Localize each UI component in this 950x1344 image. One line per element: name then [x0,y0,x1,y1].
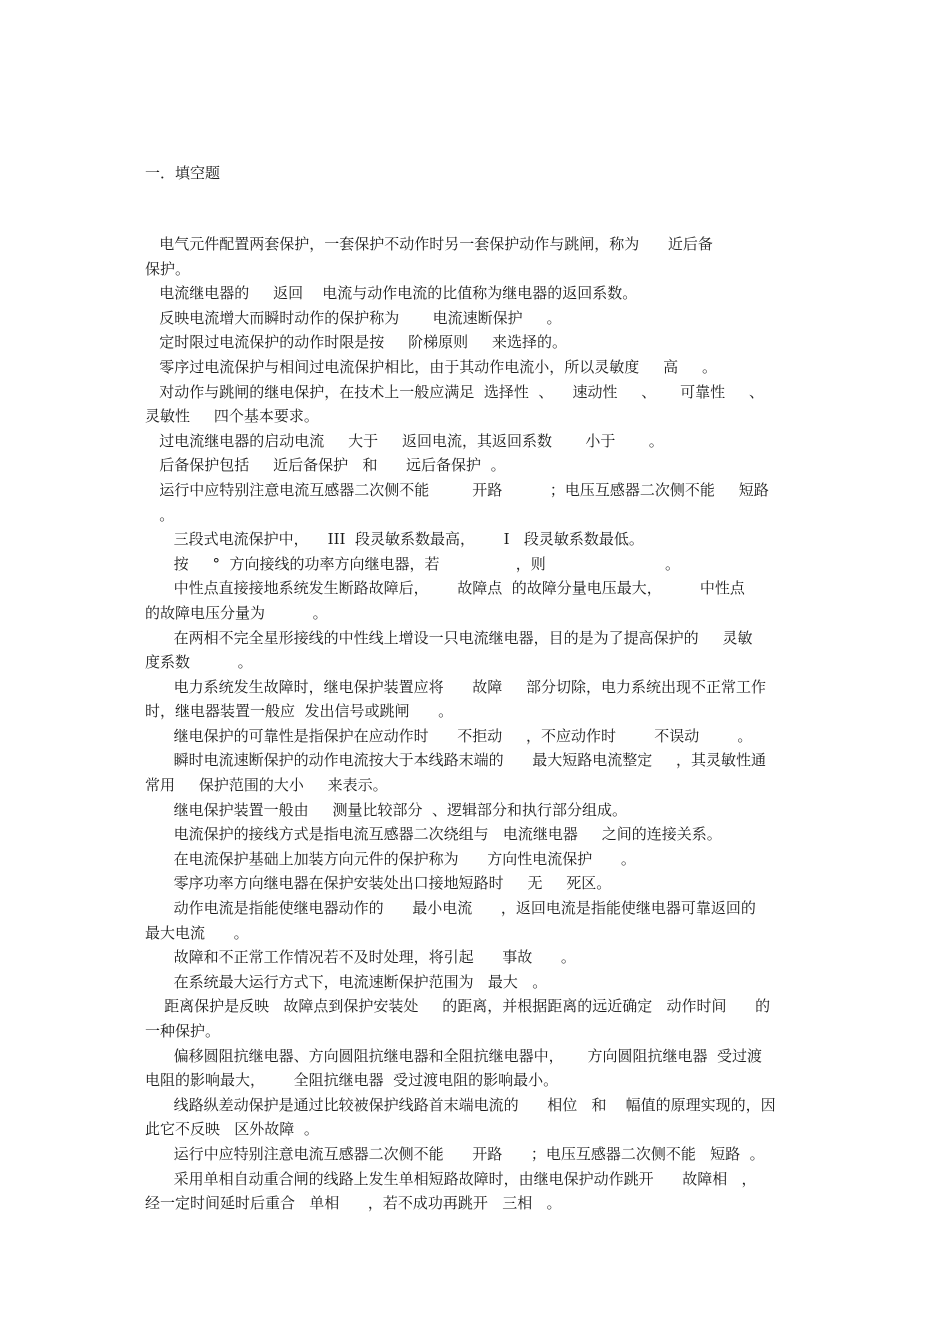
text-line: 保护。 [145,259,191,278]
text-line: 时，继电器装置一般应 发出信号或跳闸 。 [145,702,454,721]
text-line: 故障和不正常工作情况若不及时处理，将引起 事故 。 [145,948,576,967]
text-line: 电力系统发生故障时，继电保护装置应将 故障 部分切除，电力系统出现不正常工作 [145,677,767,696]
text-line: 经一定时间延时后重合 单相 ，若不成功再跳开 三相 。 [145,1194,562,1213]
text-line: 电流保护的接线方式是指电流互感器二次绕组与 电流继电器 之间的连接关系。 [145,825,722,844]
text-line: 距离保护是反映 故障点到保护安装处 的距离，并根据距离的远近确定 动作时间 的 [145,997,771,1016]
text-line: 度系数 。 [145,653,253,672]
text-line: 三段式电流保护中， III 段灵敏系数最高， I 段灵敏系数最低。 [145,530,644,549]
text-line: 定时限过电流保护的动作时限是按 阶梯原则 来选择的。 [145,333,567,352]
text-line: 反映电流增大而瞬时动作的保护称为 电流速断保护 。 [145,308,562,327]
text-line: 采用单相自动重合闸的线路上发生单相短路故障时，由继电保护动作跳开 故障相 ， [145,1169,757,1188]
text-line: 对动作与跳闸的继电保护，在技术上一般应满足 选择性 、 速动性 、 可靠性 、 [145,382,764,401]
text-line: 后备保护包括 近后备保护 和 远后备保护 。 [145,456,506,475]
text-line: 零序过电流保护与相间过电流保护相比，由于其动作电流小，所以灵敏度 高 。 [145,357,717,376]
text-line: 电气元件配置两套保护，一套保护不动作时另一套保护动作与跳闸，称为 近后备 [145,235,713,253]
text-line: 在两相不完全星形接线的中性线上增设一只电流继电器，目的是为了提高保护的 灵敏 [145,628,753,647]
text-line: 中性点直接接地系统发生断路故障后， 故障点 的故障分量电压最大， 中性点 [145,579,745,598]
text-line: 零序功率方向继电器在保护安装处出口接地短路时 无 死区。 [145,874,612,893]
text-line: 的故障电压分量为 。 [145,603,328,622]
text-line: 最大电流 。 [145,923,249,942]
text-line: 在系统最大运行方式下，电流速断保护范围为 最大 。 [145,972,548,991]
text-line: 运行中应特别注意电流互感器二次侧不能 开路 ；电压互感器二次侧不能 短路 。 [145,1144,765,1163]
text-line: 电阻的影响最大， 全阻抗继电器 受过渡电阻的影响最小。 [145,1071,559,1090]
text-line: 灵敏性 四个基本要求。 [145,407,319,426]
text-line: 偏移圆阻抗继电器、方向圆阻抗继电器和全阻抗继电器中， 方向圆阻抗继电器 受过渡 [145,1046,762,1065]
text-line: 。 [145,505,175,524]
text-line: 按 ° 方向接线的功率方向继电器，若 ，则 。 [145,554,680,573]
text-line: 常用 保护范围的大小 来表示。 [145,776,388,795]
text-line: 电流继电器的 返回 电流与动作电流的比值称为继电器的返回系数。 [145,284,638,303]
text-line: 动作电流是指能使继电器动作的 最小电流 ，返回电流是指能使继电器可靠返回的 [145,899,756,918]
text-line: 运行中应特别注意电流互感器二次侧不能 开路 ；电压互感器二次侧不能 短路 [145,480,769,499]
section-heading: 一．填空题 [145,164,221,182]
text-line: 此它不反映 区外故障 。 [145,1120,319,1139]
text-line: 在电流保护基础上加装方向元件的保护称为 方向性电流保护 。 [145,849,636,868]
fill-in-blank-questions [145,232,815,1216]
text-line: 一种保护。 [145,1022,221,1040]
text-line: 过电流继电器的启动电流 大于 返回电流，其返回系数 小于 。 [145,431,664,450]
text-line: 瞬时电流速断保护的动作电流按大于本线路末端的 最大短路电流整定 ，其灵敏性通 [145,751,767,770]
text-line: 线路纵差动保护是通过比较被保护线路首末端电流的 相位 和 幅值的原理实现的，因 [145,1095,776,1114]
text-line: 继电保护的可靠性是指保护在应动作时 不拒动 ，不应动作时 不误动 。 [145,726,753,745]
text-line: 继电保护装置一般由 测量比较部分 、逻辑部分和执行部分组成。 [145,800,627,819]
